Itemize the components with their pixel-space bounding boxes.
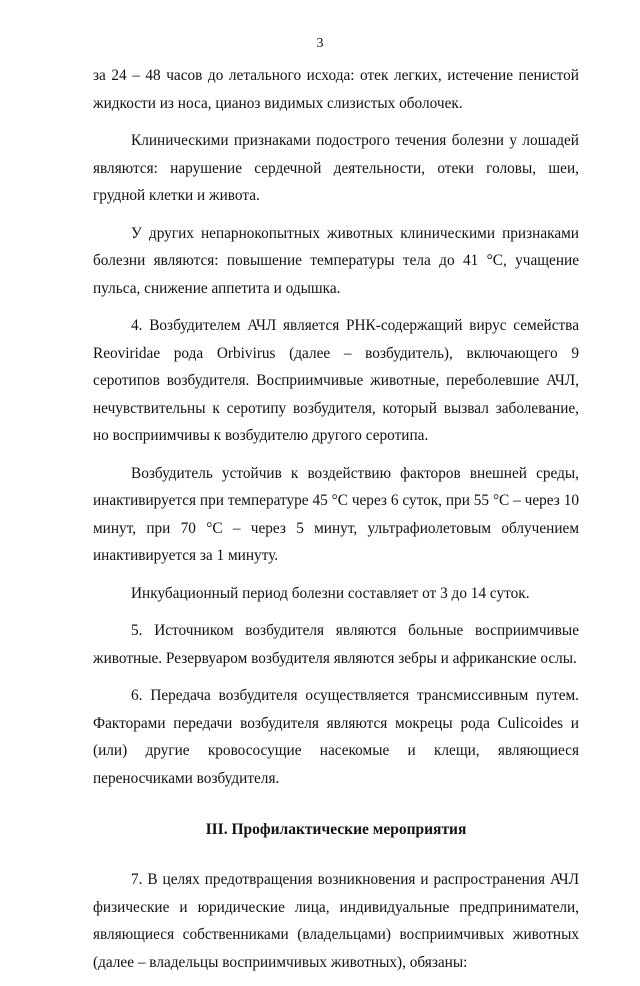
- paragraph-acute-symptoms-end: за 24 – 48 часов до летального исхода: отек легких, истечение пенистой жидкости из носа, цианоз видимых слизистых оболочек.: [93, 67, 579, 112]
- document-body: [93, 62, 579, 986]
- page-number: 3: [316, 36, 324, 51]
- paragraph-pathogen: 4. Возбудителем АЧЛ является РНК-содержащий вирус семейства Reoviridae рода Orbivirus (далее – возбудитель), включающего 9 серотипов возбудителя. Восприимчивые животные, переболевшие АЧЛ, нечувствительны к серотипу возбудителя, который вызвал заболевание, но восприимчивы к возбудителю другого серотипа.: [93, 317, 579, 444]
- paragraph-subacute-horses: Клиническими признаками подострого течения болезни у лошадей являются: нарушение сердечной деятельности, отеки головы, шеи, грудной клетки и живота.: [93, 132, 579, 204]
- paragraph-owner-obligations: 7. В целях предотвращения возникновения и распространения АЧЛ физические и юридические лица, индивидуальные предприниматели, являющиеся собственниками (владельцами) восприимчивых животных (далее – владельцы восприимчивых животных), обязаны:: [93, 871, 579, 971]
- section-heading: III. Профилактические мероприятия: [205, 821, 467, 838]
- paragraph-resistance: Возбудитель устойчив к воздействию факторов внешней среды, инактивируется при температуре 45 °С через 6 суток, при 55 °С – через 10 минут, при 70 °С – через 5 минут, ультрафиолетовым облучением инактивируется за 1 минуту.: [93, 464, 579, 564]
- paragraph-other-equids: У других непарнокопытных животных клиническими признаками болезни являются: повышение температуры тела до 41 °С, учащение пульса, снижение аппетита и одышка.: [93, 224, 579, 297]
- paragraph-transmission: 6. Передача возбудителя осуществляется трансмиссивным путем. Факторами передачи возбудителя являются мокрецы рода Culicoides и (или) другие кровососущие насекомые и клещи, являющиеся переносчиками возбудителя.: [93, 687, 579, 787]
- paragraph-source: 5. Источником возбудителя являются больные восприимчивые животные. Резервуаром возбудителя являются зебры и африканские ослы.: [93, 622, 579, 667]
- paragraph-incubation: Инкубационный период болезни составляет от 3 до 14 суток.: [131, 584, 530, 602]
